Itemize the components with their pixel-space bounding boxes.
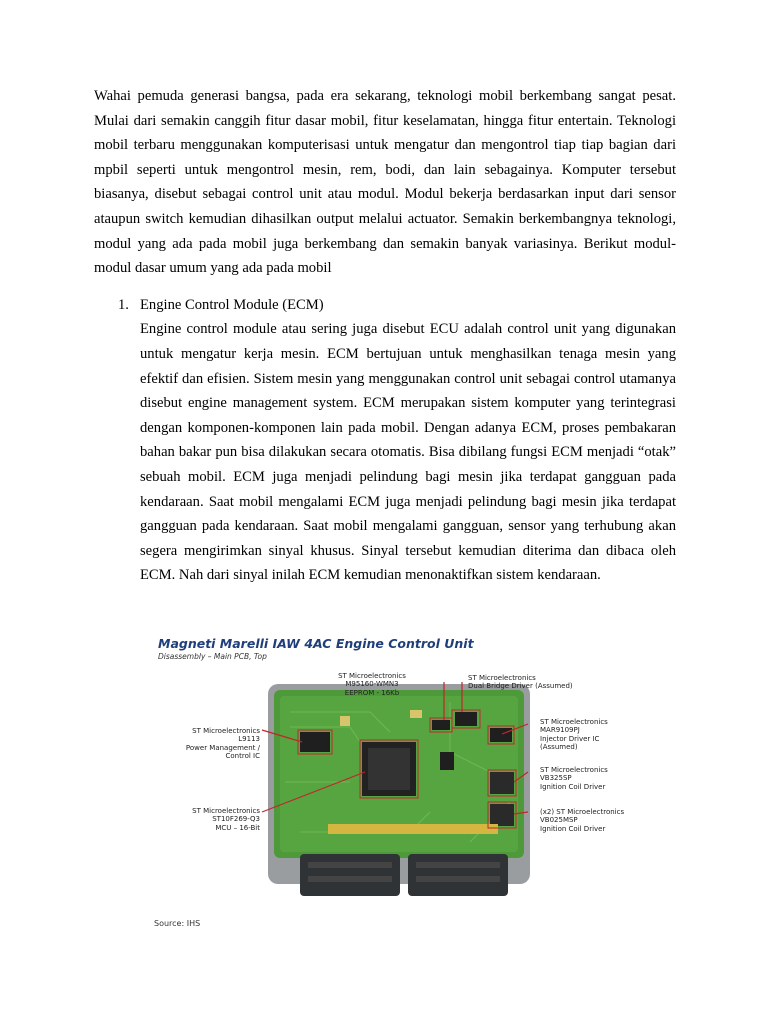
label-power-management: ST Microelectronics L9113 Power Management / Control IC <box>185 727 260 761</box>
label-ignition-coil-driver-2: (x2) ST Microelectronics VB025MSP Ignition Coil Driver <box>540 808 625 833</box>
list-item-title: Engine Control Module (ECM) <box>140 296 324 313</box>
label-eeprom: ST Microelectronics M95160-WMN3 EEPROM - 16Kb <box>338 672 406 697</box>
figure-title: Magneti Marelli IAW 4AC Engine Control Unit <box>158 636 474 651</box>
list-item-number: 1. <box>118 296 129 313</box>
document-page <box>94 84 676 588</box>
figure-source: Source: IHS <box>154 919 201 928</box>
intro-paragraph: Wahai pemuda generasi bangsa, pada era sekarang, teknologi mobil berkembang sangat pesat. Mulai dari semakin canggih fitur dasar mobil, fitur keselamatan, hingga fitur entertain. Teknologi mobil terbaru menggunakan komputerisasi untuk mengatur dan mengontrol tiap tiap bagian dari mpbil seperti untuk mengontrol mesin, rem, bodi, dan lain sebagainya. Komputer tersebut biasanya, disebut sebagai control unit atau modul. Modul bekerja berdasarkan input dari sensor ataupun switch kemudian dihasilkan output melalui actuator. Semakin berkembangnya teknologi, modul yang ada pada mobil juga berkembang dan semakin banyak variasinya. Berikut modul-modul dasar umum yang ada pada mobil <box>94 88 676 277</box>
module-list <box>94 293 676 588</box>
figure-subtitle: Disassembly – Main PCB, Top <box>158 652 267 661</box>
label-mcu: ST Microelectronics ST10F269-Q3 MCU – 16-Bit <box>192 807 260 832</box>
list-item <box>140 293 676 588</box>
list-item-body: Engine control module atau sering juga disebut ECU adalah control unit yang digunakan untuk mengatur kerja mesin. ECM bertujuan untuk menghasilkan tenaga mesin yang efektif dan efisien. Sistem mesin yang menggunakan control unit sebagai control utamanya disebut engine management system. ECM merupakan sistem komputer yang terintegrasi dengan komponen-komponen lain pada mobil. Dengan adanya ECM, proses pembakaran bahan bakar pun bisa dilakukan secara otomatis. Bisa dibilang fungsi ECM menjadi “otak” sebuah mobil. ECM juga menjadi pelindung bagi mesin jika terdapat gangguan pada kendaraan. Saat mobil mengalami ECM juga menjadi pelindung bagi mesin jika terdapat gangguan pada kendaraan. Saat mobil mengalami gangguan, sensor yang terhubung akan segera mengirimkan sinyal khusus. Sinyal tersebut kemudian diterima dan dibaca oleh ECM. Nah dari sinyal inilah ECM kemudian menonaktifkan sistem kendaraan. <box>140 321 676 584</box>
label-dual-bridge-driver: ST Microelectronics Dual Bridge Driver (Assumed) <box>468 674 573 691</box>
label-ignition-coil-driver-1: ST Microelectronics VB325SP Ignition Coil Driver <box>540 766 608 791</box>
label-injector-driver: ST Microelectronics MAR9109PJ Injector Driver IC (Assumed) <box>540 718 608 752</box>
ecu-figure <box>150 632 650 932</box>
